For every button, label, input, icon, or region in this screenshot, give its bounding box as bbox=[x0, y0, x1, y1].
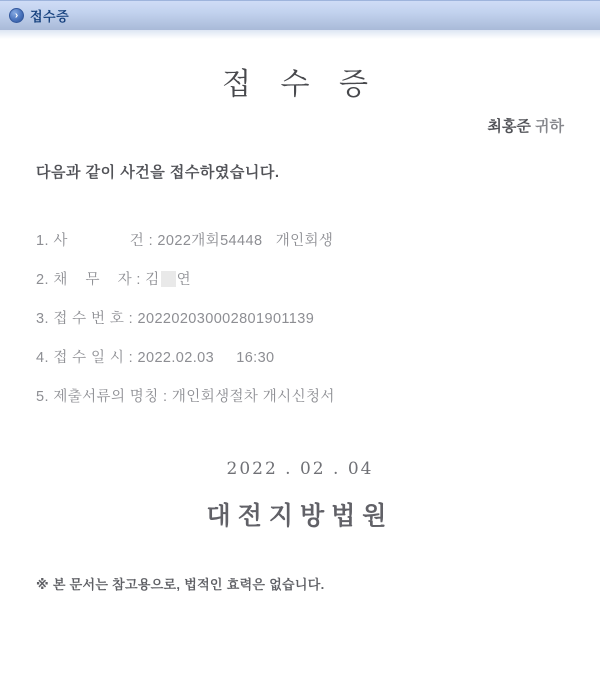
issue-date: 2022 . 02 . 04 bbox=[226, 459, 374, 479]
disclaimer-note: ※ 본 문서는 참고용으로, 법적인 효력은 없습니다. bbox=[36, 577, 325, 592]
receipt-document bbox=[0, 65, 600, 595]
chevron-circle-icon: › bbox=[9, 8, 24, 23]
court-name: 대전지방법원 bbox=[206, 501, 394, 530]
section-header-bar bbox=[0, 0, 600, 30]
list-item-submitted-document: 5. 제출서류의 명칭 : 개인회생절차 개시신청서 bbox=[36, 389, 335, 405]
intro-sentence: 다음과 같이 사건을 접수하였습니다. bbox=[36, 164, 280, 181]
recipient-line bbox=[36, 117, 564, 137]
list-item-receipt-number: 3. 접 수 번 호 : 202202030002801901139 bbox=[36, 311, 315, 327]
list-item-debtor bbox=[36, 270, 564, 290]
debtor-name-suffix: 연 bbox=[176, 272, 192, 288]
receipt-detail-list bbox=[36, 231, 564, 407]
list-item-receipt-datetime: 4. 접 수 일 시 : 2022.02.03 16:30 bbox=[36, 350, 275, 366]
section-title: 접수증 bbox=[30, 9, 70, 24]
list-item-case-number: 1. 사 건 : 2022개회54448 개인회생 bbox=[36, 233, 334, 249]
redacted-name-char bbox=[161, 271, 176, 287]
header-fade-divider bbox=[0, 30, 600, 39]
debtor-label-and-name: 2. 채 무 자 : 김 bbox=[36, 272, 160, 288]
recipient-honorific: 귀하 bbox=[530, 118, 564, 135]
recipient-name: 최홍준 bbox=[487, 118, 531, 135]
document-title: 접 수 증 bbox=[221, 67, 378, 102]
